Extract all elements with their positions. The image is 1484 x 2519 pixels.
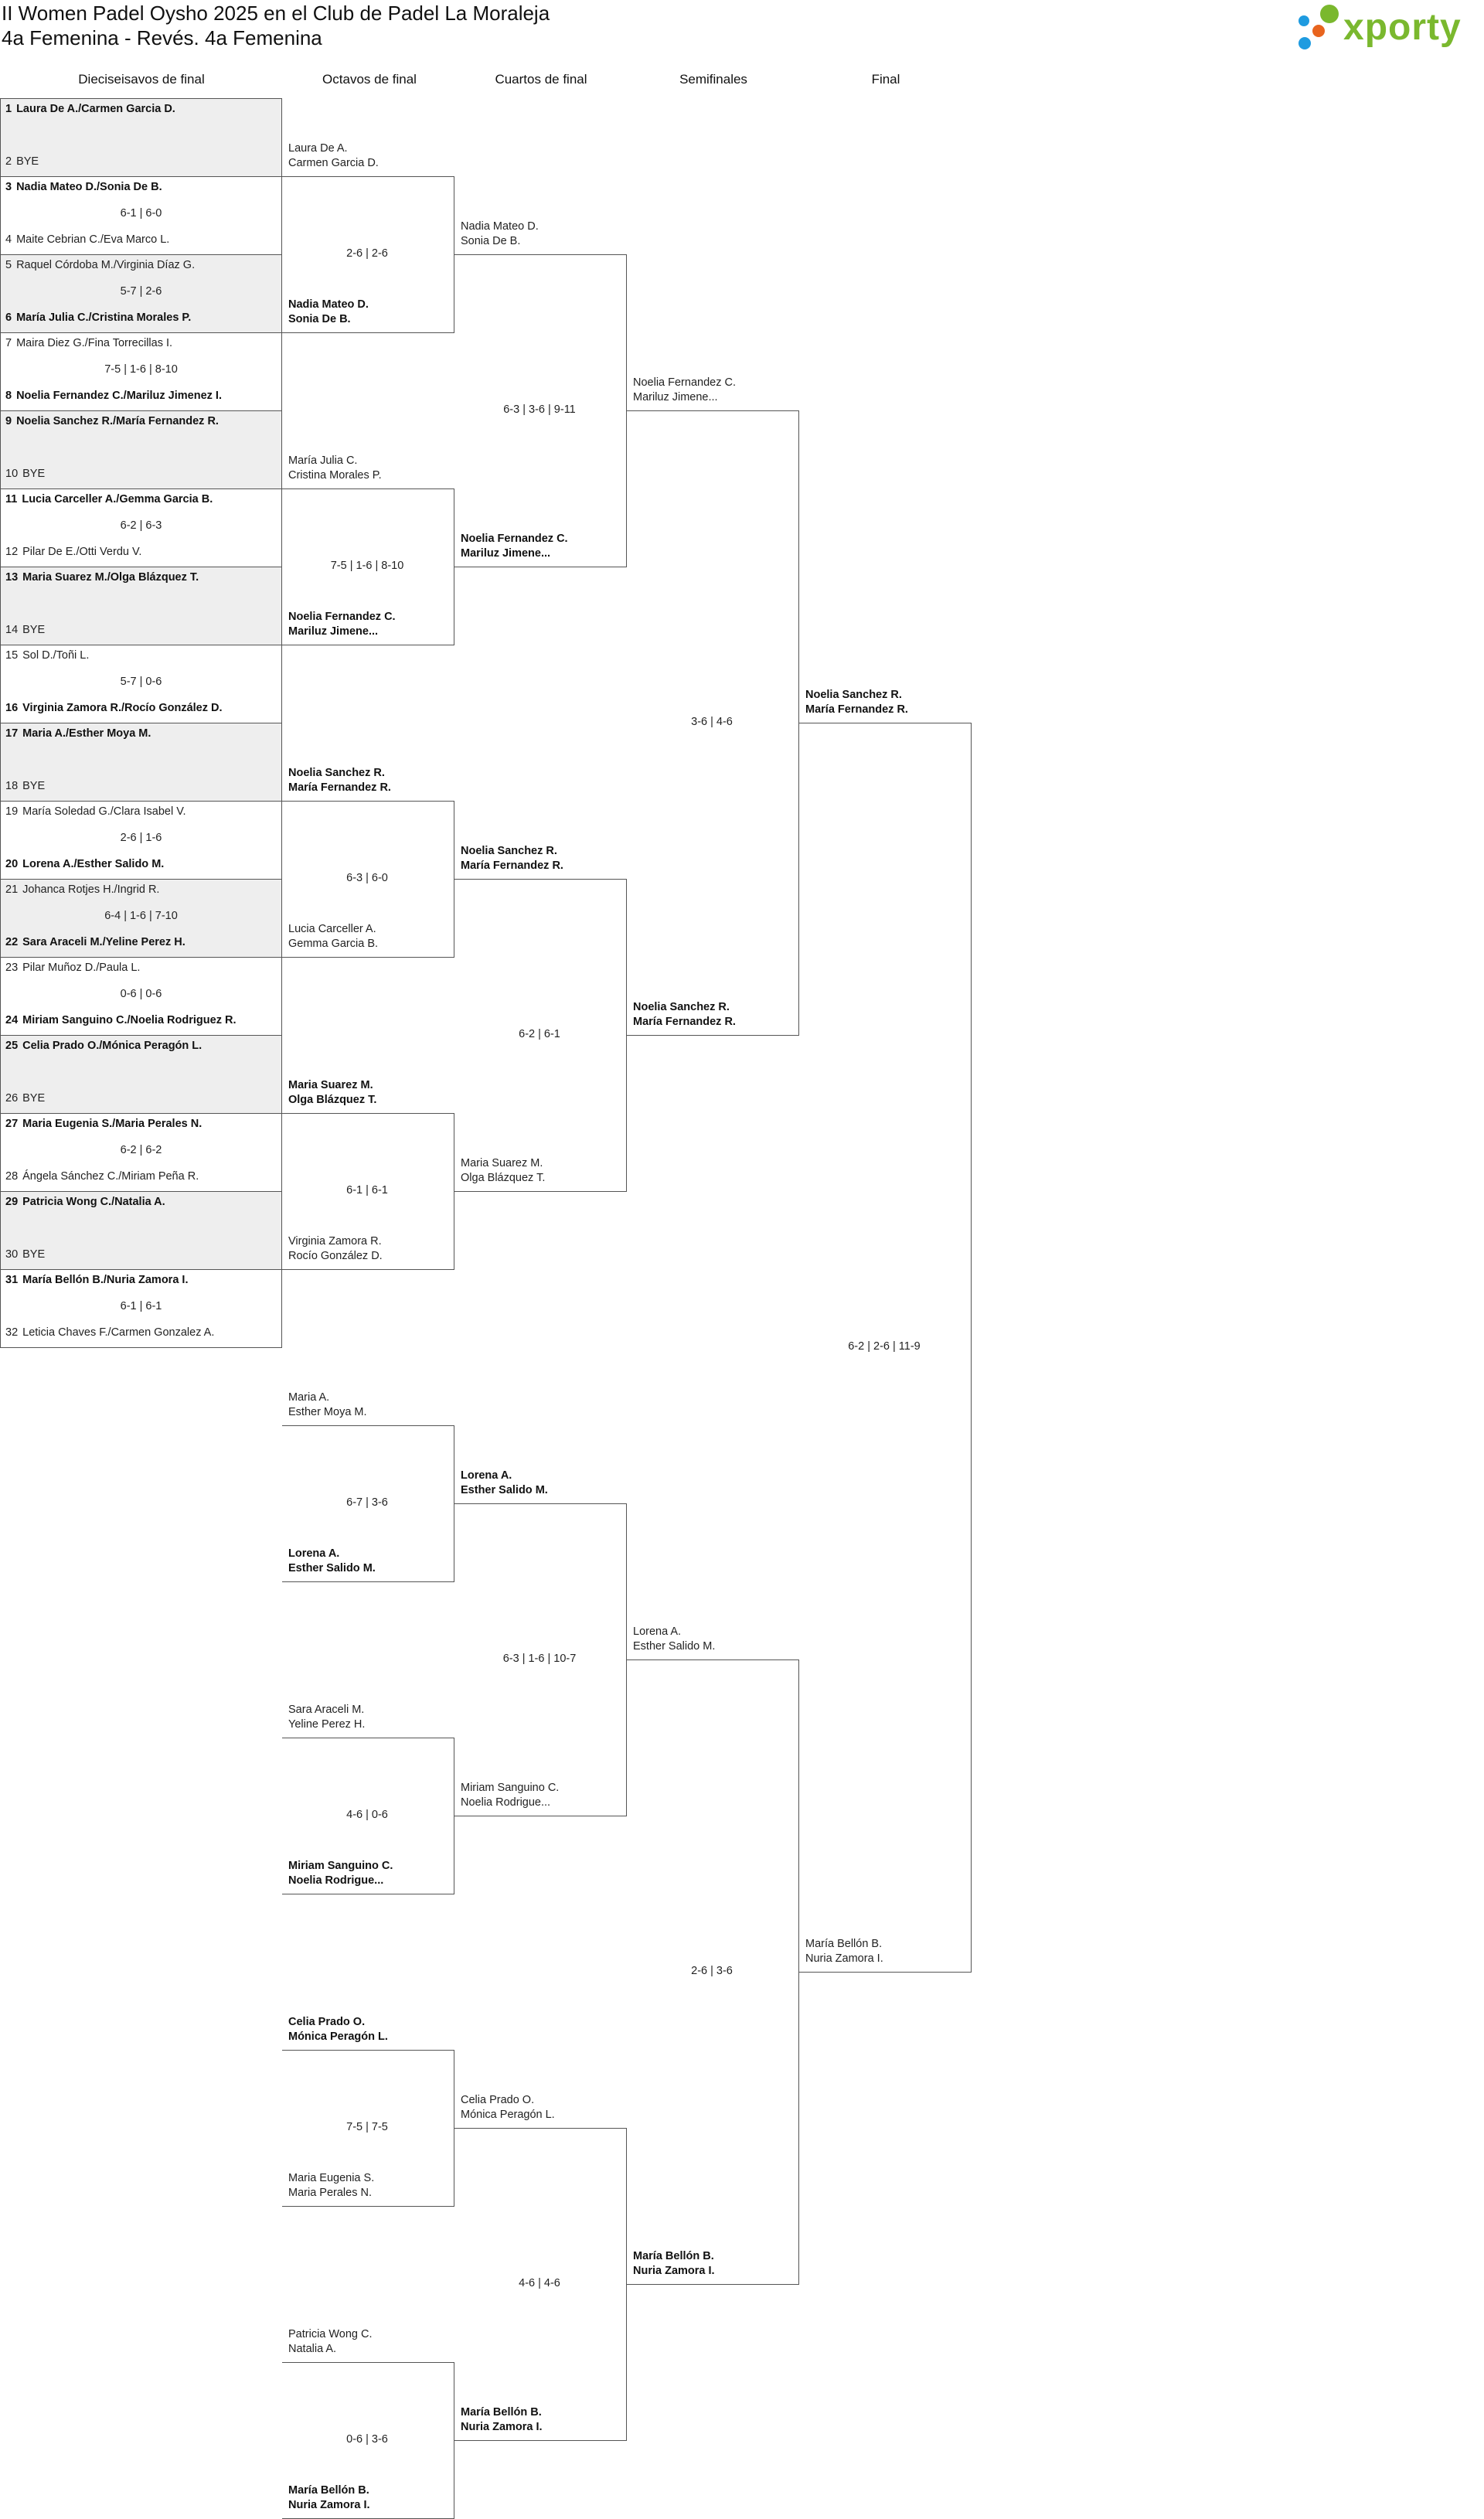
player-name: María Fernandez R. bbox=[805, 703, 908, 716]
match-score: 2-6 | 2-6 bbox=[346, 247, 388, 260]
player-names: Leticia Chaves F./Carmen Gonzalez A. bbox=[22, 1326, 215, 1339]
seed-number: 24 bbox=[5, 1014, 19, 1026]
match-score: 0-6 | 3-6 bbox=[346, 2433, 388, 2446]
player-name: Lorena A. bbox=[633, 1625, 682, 1638]
team-label[interactable] bbox=[461, 2405, 543, 2435]
player-names: Lorena A./Esther Salido M. bbox=[22, 858, 165, 870]
player-names: BYE bbox=[22, 780, 46, 792]
match-score: 6-2 | 6-3 bbox=[120, 519, 162, 532]
team-label[interactable] bbox=[461, 1469, 548, 1498]
player-names: María Julia C./Cristina Morales P. bbox=[16, 311, 192, 324]
player-row[interactable] bbox=[5, 546, 141, 558]
player-name: Sara Araceli M. bbox=[288, 1704, 365, 1716]
player-row[interactable] bbox=[5, 493, 213, 506]
player-names: Virginia Zamora R./Rocío González D. bbox=[22, 702, 223, 714]
team-label[interactable] bbox=[288, 1391, 367, 1420]
player-names: Laura De A./Carmen Garcia D. bbox=[16, 103, 175, 115]
team-label[interactable] bbox=[288, 141, 379, 171]
seed-number: 13 bbox=[5, 571, 19, 584]
player-row[interactable] bbox=[5, 311, 191, 324]
match-score: 6-2 | 6-1 bbox=[519, 1028, 560, 1040]
player-name: Maria Perales N. bbox=[288, 2187, 372, 2199]
player-names: Johanca Rotjes H./Ingrid R. bbox=[22, 883, 160, 896]
player-row[interactable] bbox=[5, 181, 162, 193]
match-score: 2-6 | 3-6 bbox=[691, 1965, 733, 1977]
player-name: Esther Salido M. bbox=[288, 1562, 376, 1574]
player-name: María Bellón B. bbox=[461, 2406, 542, 2419]
match-score: 7-5 | 1-6 | 8-10 bbox=[104, 363, 178, 376]
player-name: Nadia Mateo D. bbox=[288, 298, 369, 311]
seed-number: 22 bbox=[5, 936, 19, 948]
seed-number: 8 bbox=[5, 390, 12, 402]
player-row[interactable] bbox=[5, 233, 169, 246]
player-row[interactable] bbox=[5, 962, 140, 974]
player-name: Maria A. bbox=[288, 1391, 330, 1404]
seed-number: 29 bbox=[5, 1196, 19, 1208]
xporty-logo[interactable] bbox=[1297, 3, 1482, 51]
player-name: Lorena A. bbox=[288, 1547, 340, 1560]
seed-number: 20 bbox=[5, 858, 19, 870]
player-name: Yeline Perez H. bbox=[288, 1718, 366, 1731]
team-label[interactable] bbox=[633, 1000, 736, 1030]
player-name: Nuria Zamora I. bbox=[288, 2499, 370, 2511]
player-row[interactable] bbox=[5, 780, 45, 792]
player-row[interactable] bbox=[5, 259, 195, 271]
seed-number: 31 bbox=[5, 1274, 19, 1286]
match-score: 5-7 | 0-6 bbox=[120, 676, 162, 688]
player-row[interactable] bbox=[5, 1326, 214, 1339]
team-label[interactable] bbox=[288, 1234, 383, 1264]
player-name: María Julia C. bbox=[288, 454, 358, 467]
player-name: Carmen Garcia D. bbox=[288, 157, 379, 169]
player-names: María Bellón B./Nuria Zamora I. bbox=[22, 1274, 189, 1286]
team-label[interactable] bbox=[288, 298, 369, 327]
match-score: 6-7 | 3-6 bbox=[346, 1496, 388, 1509]
player-name: Nuria Zamora I. bbox=[461, 2421, 543, 2433]
seed-number: 6 bbox=[5, 311, 12, 324]
match-score: 6-3 | 3-6 | 9-11 bbox=[503, 403, 576, 416]
team-label[interactable] bbox=[805, 688, 908, 717]
player-name: Laura De A. bbox=[288, 142, 348, 155]
player-name: Cristina Morales P. bbox=[288, 469, 382, 482]
seed-number: 27 bbox=[5, 1118, 19, 1130]
logo-wordmark: xporty bbox=[1343, 7, 1462, 48]
player-names: Miriam Sanguino C./Noelia Rodriguez R. bbox=[22, 1014, 237, 1026]
player-names: Nadia Mateo D./Sonia De B. bbox=[16, 181, 162, 193]
player-names: BYE bbox=[22, 468, 46, 480]
player-name: Virginia Zamora R. bbox=[288, 1235, 382, 1248]
player-row[interactable] bbox=[5, 1248, 45, 1261]
match-score: 6-3 | 1-6 | 10-7 bbox=[502, 1653, 577, 1665]
player-name: Esther Salido M. bbox=[633, 1640, 716, 1653]
seed-number: 32 bbox=[5, 1326, 19, 1339]
round-header-3: Cuartos de final bbox=[495, 72, 587, 87]
seed-number: 26 bbox=[5, 1092, 19, 1105]
player-name: Esther Moya M. bbox=[288, 1406, 367, 1418]
seed-number: 18 bbox=[5, 780, 19, 792]
player-row[interactable] bbox=[5, 936, 186, 948]
player-names: BYE bbox=[16, 155, 39, 168]
seed-number: 10 bbox=[5, 468, 19, 480]
player-name: Noelia Fernandez C. bbox=[633, 376, 736, 389]
player-names: Noelia Fernandez C./Mariluz Jimenez I. bbox=[16, 390, 222, 402]
player-name: Noelia Fernandez C. bbox=[461, 533, 568, 545]
round-header-5: Final bbox=[871, 72, 900, 87]
player-name: Lucia Carceller A. bbox=[288, 923, 376, 935]
player-names: Sol D./Toñi L. bbox=[22, 649, 90, 662]
player-name: María Bellón B. bbox=[288, 2484, 369, 2497]
player-names: Ángela Sánchez C./Miriam Peña R. bbox=[22, 1170, 199, 1183]
player-row[interactable] bbox=[5, 1092, 45, 1105]
match-score: 6-1 | 6-1 bbox=[120, 1300, 162, 1312]
match-score: 0-6 | 0-6 bbox=[120, 988, 162, 1000]
player-name: Maria Eugenia S. bbox=[288, 2172, 375, 2184]
team-label[interactable] bbox=[461, 2093, 555, 2122]
logo-dot-green bbox=[1320, 5, 1339, 23]
team-label[interactable] bbox=[288, 1703, 365, 1732]
logo-dot-orange bbox=[1312, 25, 1325, 37]
player-name: Gemma Garcia B. bbox=[288, 938, 379, 950]
player-name: Mariluz Jimene... bbox=[633, 391, 718, 403]
player-name: Celia Prado O. bbox=[288, 2016, 366, 2028]
player-names: Pilar De E./Otti Verdu V. bbox=[22, 546, 142, 558]
logo-dot-blue-2 bbox=[1298, 37, 1311, 49]
player-names: Maira Diez G./Fina Torrecillas I. bbox=[16, 337, 173, 349]
team-label[interactable] bbox=[633, 1625, 715, 1654]
player-row[interactable] bbox=[5, 883, 159, 896]
player-row[interactable] bbox=[5, 727, 151, 740]
team-label[interactable] bbox=[633, 2249, 715, 2279]
team-label[interactable] bbox=[461, 1156, 545, 1186]
player-name: María Bellón B. bbox=[633, 2250, 714, 2262]
match-score: 7-5 | 1-6 | 8-10 bbox=[330, 560, 404, 572]
seed-number: 4 bbox=[5, 233, 12, 246]
player-name: Celia Prado O. bbox=[461, 2094, 535, 2106]
player-name: Noelia Rodrigue... bbox=[461, 1796, 551, 1809]
player-names: Sara Araceli M./Yeline Perez H. bbox=[22, 936, 186, 948]
player-names: Lucia Carceller A./Gemma Garcia B. bbox=[22, 493, 213, 506]
team-label[interactable] bbox=[288, 922, 378, 951]
player-row[interactable] bbox=[5, 571, 199, 584]
seed-number: 21 bbox=[5, 883, 19, 896]
team-label[interactable] bbox=[461, 220, 539, 249]
player-name: Noelia Sanchez R. bbox=[633, 1001, 730, 1013]
player-row[interactable] bbox=[5, 1040, 202, 1052]
player-names: Maria A./Esther Moya M. bbox=[22, 727, 151, 740]
player-name: Lorena A. bbox=[461, 1469, 512, 1482]
player-name: Noelia Sanchez R. bbox=[461, 845, 557, 857]
player-names: Celia Prado O./Mónica Peragón L. bbox=[22, 1040, 203, 1052]
player-name: Nuria Zamora I. bbox=[805, 1952, 883, 1965]
player-names: Patricia Wong C./Natalia A. bbox=[22, 1196, 165, 1208]
seed-number: 16 bbox=[5, 702, 19, 714]
player-row[interactable] bbox=[5, 624, 45, 636]
match-score: 6-2 | 2-6 | 11-9 bbox=[848, 1340, 921, 1353]
player-row[interactable] bbox=[5, 858, 164, 870]
page-subtitle: 4a Femenina - Revés. 4a Femenina bbox=[2, 26, 322, 49]
player-row[interactable] bbox=[5, 1274, 188, 1286]
team-label[interactable] bbox=[805, 1937, 883, 1966]
player-name: Noelia Sanchez R. bbox=[805, 689, 902, 701]
seed-number: 30 bbox=[5, 1248, 19, 1261]
seed-number: 28 bbox=[5, 1170, 19, 1183]
round-header-2: Octavos de final bbox=[322, 72, 417, 87]
player-name: Maria Suarez M. bbox=[288, 1079, 373, 1091]
seed-number: 3 bbox=[5, 181, 12, 193]
player-row[interactable] bbox=[5, 1170, 199, 1183]
round-header-4: Semifinales bbox=[679, 72, 747, 87]
seed-number: 2 bbox=[5, 155, 12, 168]
player-row[interactable] bbox=[5, 155, 39, 168]
player-name: María Fernandez R. bbox=[461, 860, 563, 872]
seed-number: 5 bbox=[5, 259, 12, 271]
player-name: Noelia Sanchez R. bbox=[288, 767, 385, 779]
player-names: Raquel Córdoba M./Virginia Díaz G. bbox=[16, 259, 196, 271]
player-row[interactable] bbox=[5, 390, 222, 402]
seed-number: 14 bbox=[5, 624, 19, 636]
player-name: Mónica Peragón L. bbox=[461, 2109, 555, 2121]
player-name: Mariluz Jimene... bbox=[288, 625, 379, 638]
player-names: María Soledad G./Clara Isabel V. bbox=[22, 805, 186, 818]
player-names: BYE bbox=[22, 1092, 46, 1105]
player-row[interactable] bbox=[5, 649, 89, 662]
seed-number: 9 bbox=[5, 415, 12, 427]
player-name: Miriam Sanguino C. bbox=[288, 1860, 393, 1872]
match-score: 7-5 | 7-5 bbox=[346, 2121, 388, 2133]
player-row[interactable] bbox=[5, 468, 45, 480]
seed-number: 23 bbox=[5, 962, 19, 974]
seed-number: 12 bbox=[5, 546, 19, 558]
match-score: 6-3 | 6-0 bbox=[346, 872, 388, 884]
player-name: Olga Blázquez T. bbox=[288, 1094, 377, 1106]
player-name: Olga Blázquez T. bbox=[461, 1172, 546, 1184]
match-score: 6-1 | 6-1 bbox=[346, 1184, 388, 1197]
team-label[interactable] bbox=[461, 532, 568, 561]
player-name: María Fernandez R. bbox=[288, 781, 391, 794]
player-name: Rocío González D. bbox=[288, 1250, 383, 1262]
team-label[interactable] bbox=[288, 1547, 376, 1576]
player-row[interactable] bbox=[5, 1014, 236, 1026]
seed-number: 1 bbox=[5, 103, 12, 115]
round-header-1: Dieciseisavos de final bbox=[78, 72, 205, 87]
team-label[interactable] bbox=[288, 2171, 374, 2201]
match-score: 4-6 | 0-6 bbox=[346, 1809, 388, 1821]
team-label[interactable] bbox=[288, 1078, 376, 1108]
seed-number: 15 bbox=[5, 649, 19, 662]
player-name: Esther Salido M. bbox=[461, 1484, 548, 1496]
seed-number: 7 bbox=[5, 337, 12, 349]
player-names: Pilar Muñoz D./Paula L. bbox=[22, 962, 141, 974]
match-score: 2-6 | 1-6 bbox=[120, 832, 162, 844]
player-name: Patricia Wong C. bbox=[288, 2328, 373, 2340]
match-score: 6-1 | 6-0 bbox=[120, 207, 162, 220]
player-names: Noelia Sanchez R./María Fernandez R. bbox=[16, 415, 219, 427]
player-names: Maria Eugenia S./Maria Perales N. bbox=[22, 1118, 203, 1130]
player-name: Sonia De B. bbox=[461, 235, 521, 247]
player-row[interactable] bbox=[5, 337, 172, 349]
player-names: Maite Cebrian C./Eva Marco L. bbox=[16, 233, 170, 246]
player-row[interactable] bbox=[5, 1196, 165, 1208]
player-name: Noelia Rodrigue... bbox=[288, 1874, 384, 1887]
player-row[interactable] bbox=[5, 415, 219, 427]
team-label[interactable] bbox=[461, 844, 563, 873]
player-name: Nadia Mateo D. bbox=[461, 220, 539, 233]
player-name: Sonia De B. bbox=[288, 313, 351, 325]
team-label[interactable] bbox=[288, 610, 396, 639]
player-name: Mariluz Jimene... bbox=[461, 547, 551, 560]
team-label[interactable] bbox=[288, 766, 391, 795]
team-label[interactable] bbox=[288, 2483, 370, 2513]
player-names: Maria Suarez M./Olga Blázquez T. bbox=[22, 571, 199, 584]
player-name: Maria Suarez M. bbox=[461, 1157, 543, 1169]
seed-number: 17 bbox=[5, 727, 19, 740]
player-name: Natalia A. bbox=[288, 2343, 337, 2355]
player-name: Nuria Zamora I. bbox=[633, 2265, 715, 2277]
logo-dot-blue bbox=[1298, 15, 1309, 26]
team-label[interactable] bbox=[633, 376, 736, 405]
player-row[interactable] bbox=[5, 702, 223, 714]
match-score: 6-2 | 6-2 bbox=[120, 1144, 162, 1156]
seed-number: 11 bbox=[5, 493, 18, 506]
team-label[interactable] bbox=[288, 2327, 373, 2357]
match-score: 6-4 | 1-6 | 7-10 bbox=[104, 910, 178, 922]
player-row[interactable] bbox=[5, 805, 186, 818]
player-row[interactable] bbox=[5, 1118, 202, 1130]
player-row[interactable] bbox=[5, 103, 175, 115]
team-label[interactable] bbox=[288, 2015, 388, 2044]
team-label[interactable] bbox=[461, 1781, 559, 1810]
team-label[interactable] bbox=[288, 454, 382, 483]
player-name: María Fernandez R. bbox=[633, 1016, 736, 1028]
player-name: Mónica Peragón L. bbox=[288, 2031, 388, 2043]
player-names: BYE bbox=[22, 624, 46, 636]
seed-number: 19 bbox=[5, 805, 19, 818]
match-score: 5-7 | 2-6 bbox=[120, 285, 162, 298]
player-names: BYE bbox=[22, 1248, 46, 1261]
team-label[interactable] bbox=[288, 1859, 393, 1888]
page-title: II Women Padel Oysho 2025 en el Club de Padel La Moraleja bbox=[2, 2, 550, 25]
match-score: 4-6 | 4-6 bbox=[519, 2277, 560, 2289]
player-name: Miriam Sanguino C. bbox=[461, 1782, 560, 1794]
player-name: María Bellón B. bbox=[805, 1938, 883, 1950]
seed-number: 25 bbox=[5, 1040, 19, 1052]
player-name: Noelia Fernandez C. bbox=[288, 611, 396, 623]
match-score: 3-6 | 4-6 bbox=[691, 716, 733, 728]
